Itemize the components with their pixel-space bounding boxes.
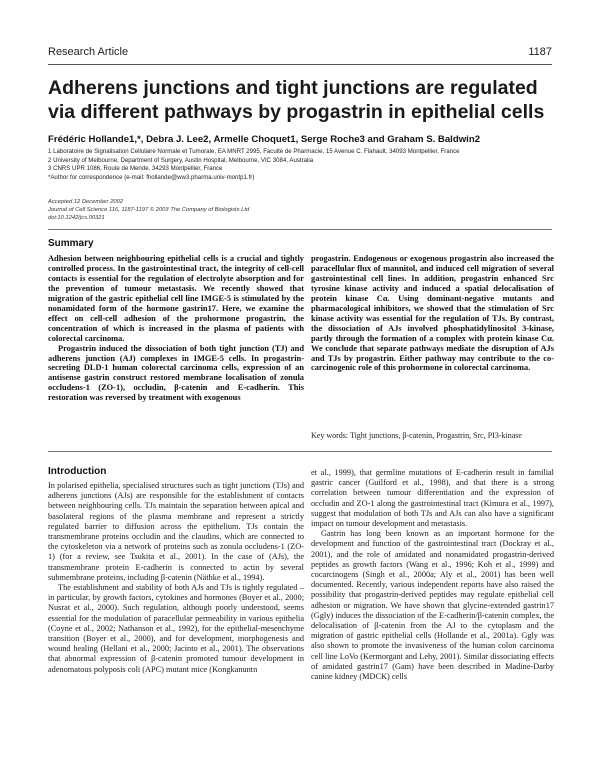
summary-left-column [48, 254, 304, 403]
header-rule [48, 64, 552, 65]
summary-bottom-rule [48, 451, 552, 452]
doi: doi:10.1242/jcs.00321 [48, 215, 105, 221]
intro-paragraph: The establishment and stability of both AJs and TJs is tightly regulated – in particular, by growth factors, cytokines and hormones (Boyer et al., 2000; Nusrat et al., 2000). Such regulation, although poorly understood, seems essential for the modulation of paracellular permeability in various epithelia (Coyne et al., 2002; Nathanson et al., 1992), for the epithelial-mesenchyme transition (Boyer et al., 2000), and for development, morphogenesis and wound healing (Hellani et al., 2000; Jacinto et al., 2001). The observations that abnormal expression of β-catenin promoted tumour development in adenomatous polyposis coli (APC) mutant mice (Kongkanuntn [48, 583, 304, 674]
intro-paragraph: In polarised epithelia, specialised structures such as tight junctions (TJs) and adherens junctions (AJs) are responsible for the establishment of contacts between neighbouring cells. TJs maintain the separation between apical and basolateral regions of the plasma membrane and represent a strictly regulated barrier to diffusion across the epithelium. TJs contain the transmembrane proteins occludin and the claudins, which are connected to the cytoskeleton via a network of proteins such as zonula occludens-1 (ZO-1) (for a review, see Tsukita et al., 2001). In the case of (AJs), the transmembrane protein E-cadherin is connected to actin by several submembrane proteins, including β-catenin (Näthke et al., 1994). [48, 481, 304, 582]
intro-paragraph: Gastrin has long been known as an important hormone for the development and function of the gastrointestinal tract (Dockray et al., 2001), and the role of amidated and nonamidated progastrin-derived peptides as growth factors (Wang et al., 1996; Koh et al., 1999) and cocarcinogens (Singh et al., 2000a; Aly et al., 2001) has been well documented. Recently, various independent reports have also raised the possibility that progastrin-derived peptides may regulate epithelial cell adhesion or migration. We have shown that glycine-extended gastrin17 (Ggly) induces the dissociation of the E-cadherin/β-catenin complex, the delocalisation of β-catenin from the AJ to the cytoplasm and the migration of gastric epithelial cells (Hollande et al., 2001a). Ggly was also shown to promote the invasiveness of the human colon carcinoma cell line LoVo (Kermorgant and Lehy, 2001). Similar dissociating effects of amidated gastrin17 (Gam) have been described in Madine-Darby canine kidney (MDCK) cells [311, 529, 554, 682]
affiliations [48, 148, 558, 182]
introduction-heading: Introduction [48, 466, 107, 477]
summary-heading: Summary [48, 238, 94, 249]
summary-paragraph: Adhesion between neighbouring epithelial cells is a crucial and tightly controlled process. In the gastrointestinal tract, the integrity of cell-cell contacts is essential for the regulation of electrolyte absorption and for the prevention of tumour metastasis. We recently showed that migration of the gastric epithelial cell line IMGE-5 is stimulated by the nonamidated form of the hormone gastrin17. Here, we examine the effect on cell-cell adhesion of the prohormone progastrin, the concentration of which is increased in the plasma of patients with colorectal carcinoma. [48, 254, 304, 343]
summary-paragraph: progastrin. Endogenous or exogenous progastrin also increased the paracellular flux of mannitol, and induced cell migration of several gastrointestinal cell lines. In addition, progastrin enhanced Src tyrosine kinase activity and induced a spatial delocalisation of protein kinase Cα. Using dominant-negative mutants and pharmacological inhibitors, we showed that the stimulation of Src kinase activity was essential for the regulation of TJs. By contrast, the dissociation of AJs involved phosphatidylinositol 3-kinase, partly through the formation of a complex with protein kinase Cα. We conclude that separate pathways mediate the disruption of AJs and TJs by progastrin. Either pathway may contribute to the co-carcinogenic role of this prohormone in colorectal carcinoma. [311, 254, 554, 373]
keywords: Key words: Tight junctions, β-catenin, Progastrin, Src, PI3-kinase [311, 431, 522, 440]
affiliation-2: 2 University of Melbourne, Department of Surgery, Austin Hospital, Melbourne, VIC 3084, Australia [48, 156, 314, 164]
summary-paragraph: Progastrin induced the dissociation of both tight junction (TJ) and adherens junction (AJ) complexes in IMGE-5 cells. In progastrin-secreting DLD-1 human colorectal carcinoma cells, expression of an antisense gastrin construct restored membrane localisation of zonula occludens-1 (ZO-1), occludin, β-catenin and E-cadherin. This restoration was reversed by treatment with exogenous [48, 343, 304, 403]
affiliation-1: 1 Laboratoire de Signalisation Cellulaire Normale et Tumorale, EA MNRT 2995, Faculté de Pharmacie, 15 Avenue C. Flahault, 34093 Montpellier, France [48, 148, 460, 155]
intro-paragraph: et al., 1999), that germline mutations of E-cadherin result in familial gastric cancer (Guilford et al., 1998), and that there is a strong correlation between tumour differentiation and the expression of occludin and ZO-1 along the gastrointestinal tract (Kimura et al., 1997), suggest that modulation of both TJs and AJs can also have a significant impact on tumour development and metastasis. [311, 468, 554, 529]
summary-top-rule [48, 229, 552, 230]
correspondence: *Author for correspondence (e-mail: fhollande@ww3.pharma.univ-montp1.fr) [48, 173, 255, 181]
section-label: Research Article [48, 46, 129, 58]
accepted-date: Accepted 12 December 2002 [48, 199, 124, 205]
summary-right-column [311, 254, 554, 373]
author-list: Frédéric Hollande1,*, Debra J. Lee2, Armelle Choquet1, Serge Roche3 and Graham S. Baldwin2 [48, 134, 481, 145]
running-header [48, 46, 552, 62]
intro-left-column [48, 481, 304, 675]
journal-citation: Journal of Cell Science 116, 1187-1197 © 2003 The Company of Biologists Ltd [48, 207, 250, 213]
page-number: 1187 [528, 46, 552, 58]
publication-info [48, 198, 348, 222]
intro-right-column [311, 468, 554, 682]
affiliation-3: 3 CNRS UPR 1086, Route de Mende, 34293 Montpellier, France [48, 165, 223, 173]
article-title: Adherens junctions and tight junctions are regulated via different pathways by progastrin in epithelial cells [48, 77, 545, 123]
